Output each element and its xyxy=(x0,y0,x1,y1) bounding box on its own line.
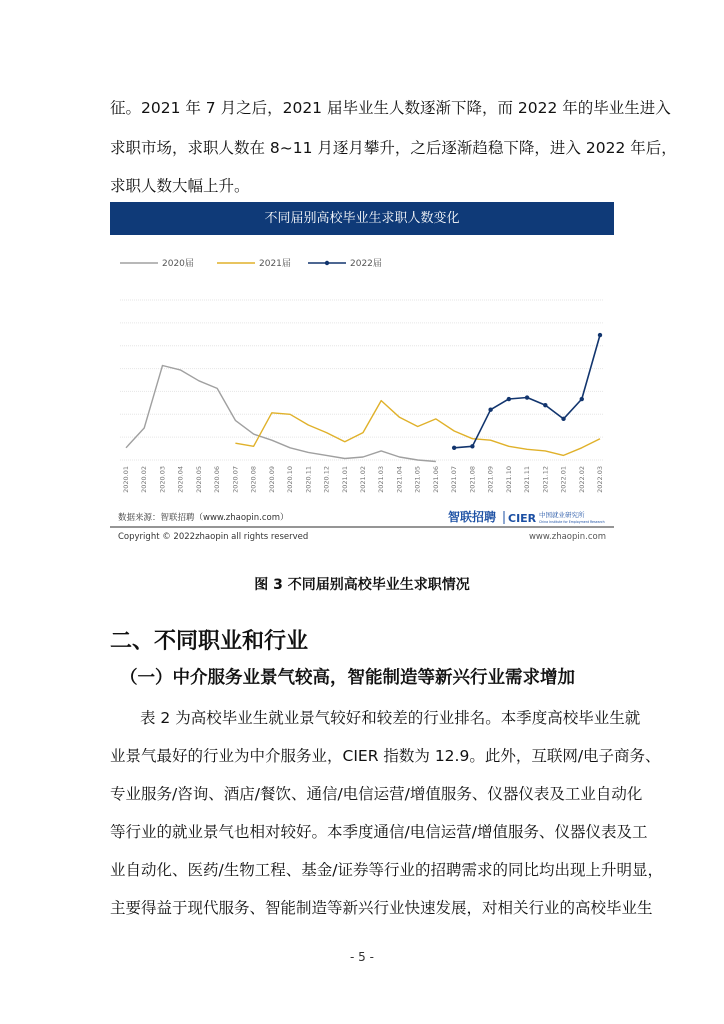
series-point xyxy=(452,446,456,450)
x-tick-label: 2020.06 xyxy=(213,466,222,493)
x-tick-label: 2021.12 xyxy=(541,466,550,493)
x-tick-label: 2021.03 xyxy=(377,466,386,493)
x-tick-label: 2020.07 xyxy=(231,466,240,493)
chart-x-ticks xyxy=(122,466,604,493)
subsection-heading: （一）中介服务业景气较高，智能制造等新兴行业需求增加 xyxy=(120,668,575,688)
chart-svg xyxy=(110,202,614,542)
series-point xyxy=(470,444,474,448)
legend-label-0: 2020届 xyxy=(162,259,194,269)
x-tick-label: 2020.12 xyxy=(322,466,331,493)
body-line-6: 主要得益于现代服务、智能制造等新兴行业快速发展，对相关行业的高校毕业生 xyxy=(110,899,653,917)
x-tick-label: 2022.03 xyxy=(596,466,604,493)
x-tick-label: 2021.11 xyxy=(523,466,532,493)
intro-line-3: 求职人数大幅上升。 xyxy=(110,177,250,195)
x-tick-label: 2021.07 xyxy=(450,466,459,493)
x-tick-label: 2021.04 xyxy=(395,466,404,493)
cier-sub: China Institute for Employment Research xyxy=(539,520,605,524)
page-number: - 5 - xyxy=(350,950,374,964)
series-point xyxy=(488,408,492,412)
x-tick-label: 2020.01 xyxy=(122,466,130,493)
x-tick-label: 2021.06 xyxy=(431,466,440,493)
x-tick-label: 2021.02 xyxy=(359,466,367,493)
intro-line-2: 求职市场，求职人数在 8~11 月逐月攀升，之后逐渐趋稳下降，进入 2022 年后， xyxy=(110,139,677,157)
body-line-3: 专业服务/咨询、酒店/餐饮、通信/电信运营/增值服务、仪器仪表及工业自动化 xyxy=(110,785,643,803)
chart-grid xyxy=(120,300,604,460)
section-heading: 二、不同职业和行业 xyxy=(110,629,309,654)
x-tick-label: 2021.10 xyxy=(504,466,513,493)
x-tick-label: 2020.03 xyxy=(158,466,167,493)
x-tick-label: 2020.05 xyxy=(194,466,203,493)
legend-label-1: 2021届 xyxy=(259,259,291,269)
website-text: www.zhaopin.com xyxy=(528,532,606,542)
chart-series xyxy=(126,333,602,462)
series-point xyxy=(543,403,547,407)
cier-text: CIER xyxy=(508,512,537,525)
x-tick-label: 2020.11 xyxy=(304,466,313,493)
series-point xyxy=(598,333,602,337)
zhaopin-logo-text: 智联招聘 xyxy=(448,510,497,524)
series-point xyxy=(580,397,584,401)
series-point xyxy=(561,417,565,421)
chart-title: 不同届别高校毕业生求职人数变化 xyxy=(110,202,614,235)
legend-label-2: 2022届 xyxy=(350,259,382,269)
legend-marker xyxy=(325,261,329,265)
chart-figure xyxy=(110,202,614,542)
intro-line-1: 征。2021 年 7 月之后，2021 届毕业生人数逐渐下降，而 2022 年的毕业生进入 xyxy=(110,99,671,117)
figure-caption: 图 3 不同届别高校毕业生求职情况 xyxy=(254,577,470,593)
body-line-1: 表 2 为高校毕业生就业景气较好和较差的行业排名。本季度高校毕业生就 xyxy=(140,709,641,727)
x-tick-label: 2020.10 xyxy=(286,466,295,493)
x-tick-label: 2022.01 xyxy=(559,466,568,493)
x-tick-label: 2022.02 xyxy=(577,466,586,493)
series-point xyxy=(525,395,529,399)
body-line-2: 业景气最好的行业为中介服务业，CIER 指数为 12.9。此外，互联网/电子商务、 xyxy=(110,747,661,765)
x-tick-label: 2020.09 xyxy=(267,466,276,493)
copyright-text: Copyright © 2022zhaopin all rights reserved xyxy=(118,532,309,542)
body-line-5: 业自动化、医药/生物工程、基金/证券等行业的招聘需求的同比均出现上升明显， xyxy=(110,861,663,879)
x-tick-label: 2021.08 xyxy=(468,466,477,493)
body-line-4: 等行业的就业景气也相对较好。本季度通信/电信运营/增值服务、仪器仪表及工 xyxy=(110,823,648,841)
x-tick-label: 2021.05 xyxy=(413,466,422,493)
source-label: 数据来源：智联招聘（www.zhaopin.com） xyxy=(118,513,289,523)
chart-legend xyxy=(120,258,382,269)
x-tick-label: 2020.04 xyxy=(176,466,185,493)
x-tick-label: 2020.02 xyxy=(140,466,149,493)
x-tick-label: 2020.08 xyxy=(249,466,258,493)
x-tick-label: 2021.09 xyxy=(486,466,495,493)
series-point xyxy=(507,397,511,401)
x-tick-label: 2021.01 xyxy=(340,466,349,493)
cier-name: 中国就业研究所 xyxy=(539,511,585,519)
